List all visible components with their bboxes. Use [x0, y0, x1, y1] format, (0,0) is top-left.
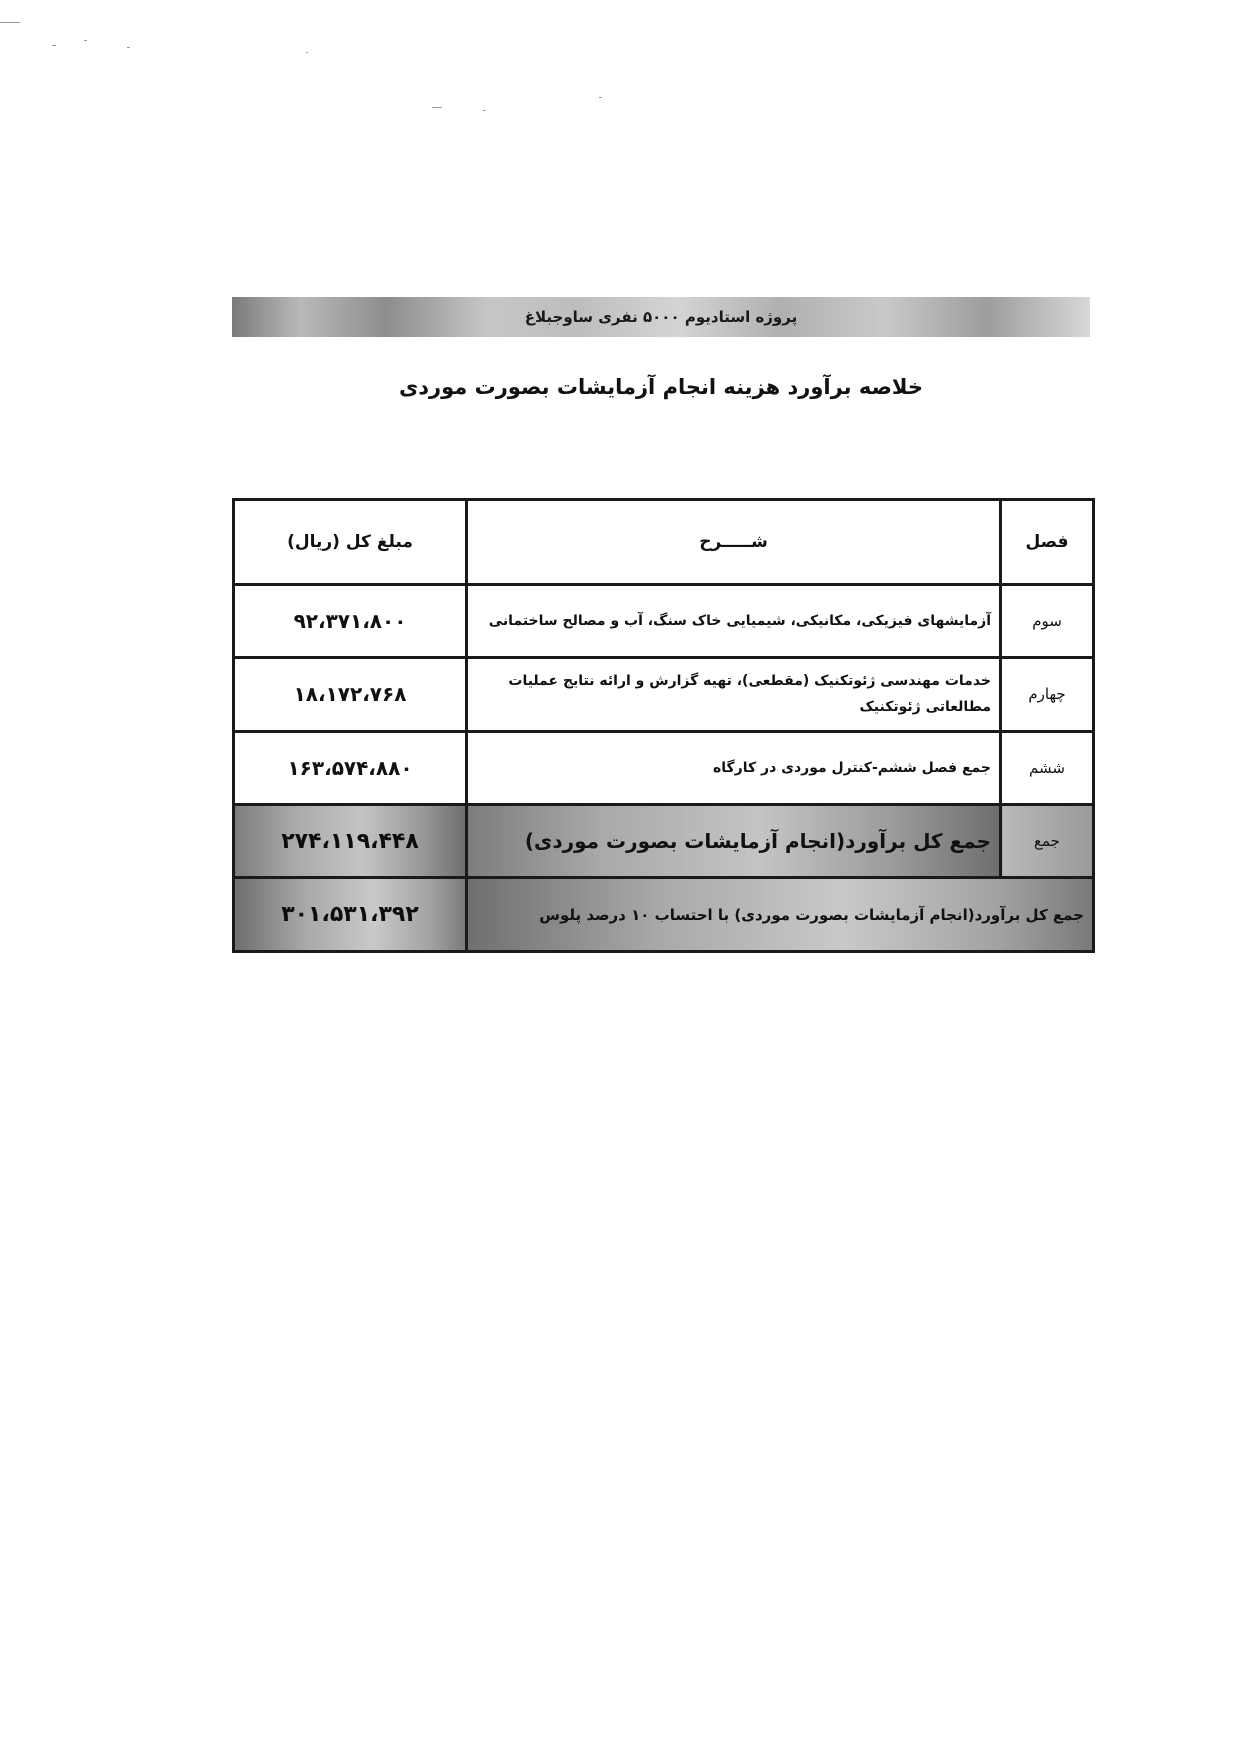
grand-total-row	[234, 878, 1094, 952]
row-amount: ۹۲،۳۷۱،۸۰۰	[234, 584, 467, 657]
row-section: چهارم	[1001, 658, 1094, 731]
project-header-band	[232, 297, 1090, 337]
scan-speckle	[52, 45, 56, 46]
row-amount: ۱۸،۱۷۲،۷۶۸	[234, 658, 467, 731]
project-title: پروژه استادیوم ۵۰۰۰ نفری ساوجبلاغ	[524, 308, 798, 326]
row-section: ششم	[1001, 731, 1094, 804]
table-row	[234, 584, 1094, 657]
scan-speckle	[0, 22, 20, 23]
total-amount: ۲۷۴،۱۱۹،۴۴۸	[234, 805, 467, 878]
header-section: فصل	[1001, 500, 1094, 585]
scan-speckle	[306, 52, 308, 53]
total-row	[234, 805, 1094, 878]
total-section: جمع	[1001, 805, 1094, 878]
row-description: آزمایشهای فیزیکی، مکانیکی، شیمیایی خاک سنگ، آب و مصالح ساختمانی	[467, 584, 1001, 657]
row-section: سوم	[1001, 584, 1094, 657]
table-header-row	[234, 500, 1094, 585]
row-description: جمع فصل ششم-کنترل موردی در کارگاه	[467, 731, 1001, 804]
header-description: شـــــرح	[467, 500, 1001, 585]
scan-speckle	[84, 40, 87, 41]
cost-summary-table	[232, 498, 1095, 953]
row-description: خدمات مهندسی ژئوتکنیک (مقطعی)، تهیه گزارش و ارائه نتایج عملیات مطالعاتی ژئوتکنیک	[467, 658, 1001, 731]
total-description: جمع کل برآورد(انجام آزمایشات بصورت موردی)	[467, 805, 1001, 878]
scan-speckle	[599, 97, 602, 98]
table-row	[234, 731, 1094, 804]
scan-speckle	[127, 47, 130, 48]
document-title: خلاصه برآورد هزینه انجام آزمایشات بصورت موردی	[399, 375, 923, 399]
grand-total-description: جمع کل برآورد(انجام آزمایشات بصورت موردی) با احتساب ۱۰ درصد پلوس	[467, 878, 1094, 952]
scan-speckle	[483, 110, 486, 111]
scan-speckle	[432, 107, 442, 108]
table-row	[234, 658, 1094, 731]
grand-total-amount: ۳۰۱،۵۳۱،۳۹۲	[234, 878, 467, 952]
header-amount: مبلغ کل (ریال)	[234, 500, 467, 585]
row-amount: ۱۶۳،۵۷۴،۸۸۰	[234, 731, 467, 804]
